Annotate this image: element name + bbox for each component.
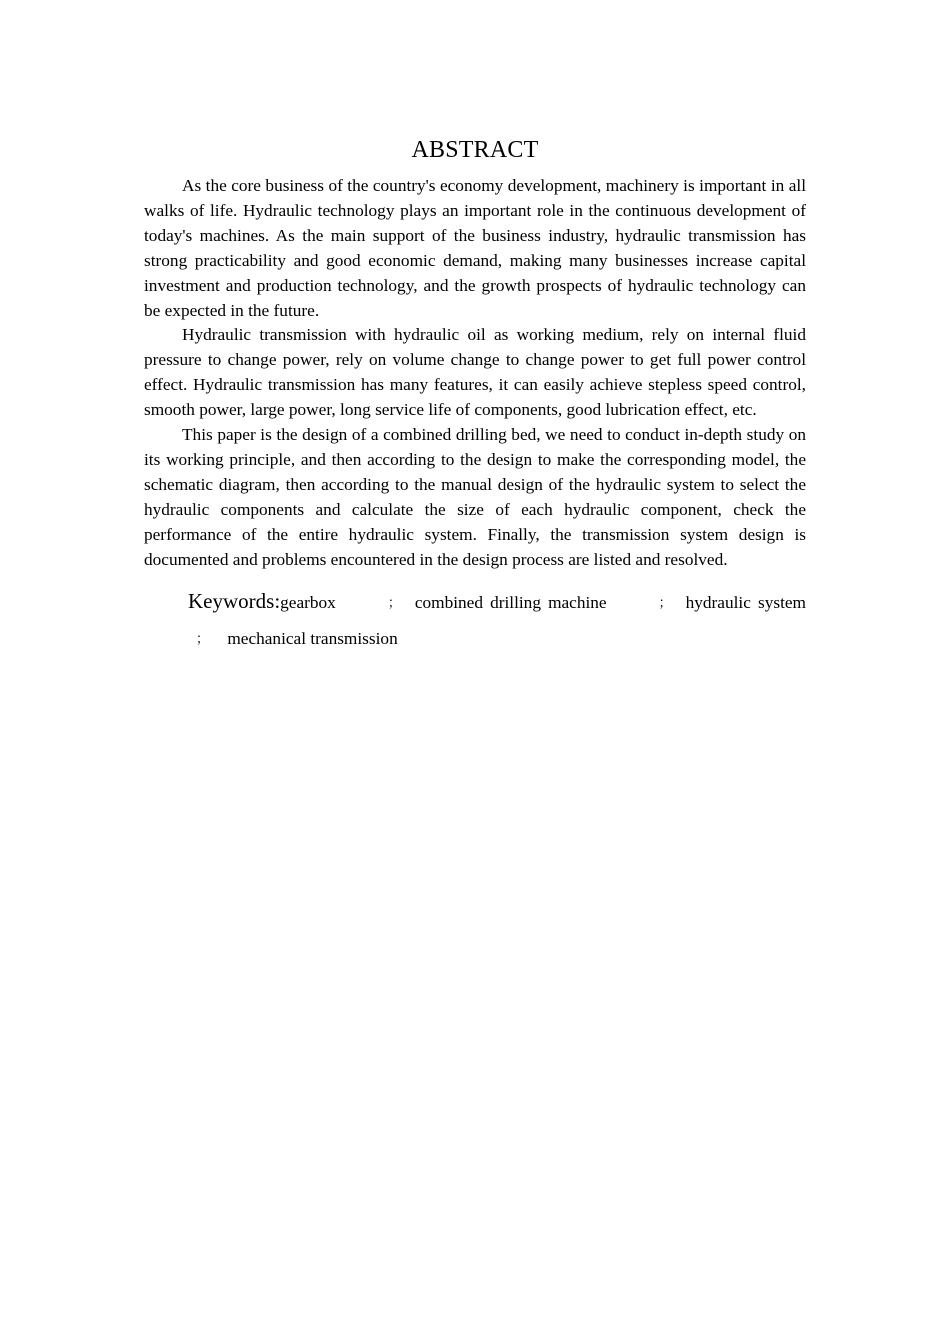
abstract-paragraph-2: Hydraulic transmission with hydraulic oil as working medium, rely on internal fluid pressure to change power, rely on volume change to change power to get full power control effect. Hydraulic transmission has many features, it can easily achieve stepless speed control, smooth power, large power, long service life of components, good lubrication effect, etc.	[144, 325, 806, 420]
abstract-title: ABSTRACT	[411, 137, 539, 163]
abstract-section	[144, 134, 806, 657]
keywords-label: Keywords:	[188, 588, 281, 613]
keyword-separator: ；	[196, 630, 210, 646]
abstract-paragraph-3: This paper is the design of a combined drilling bed, we need to conduct in-depth study on its working principle, and then according to the design to make the corresponding model, the schematic diagram, then according to the manual design of the hydraulic system to select the hydraulic components and calculate the size of each hydraulic component, check the performance of the entire hydraulic system. Finally, the transmission system design is documented and problems encountered in the design process are listed and resolved.	[144, 425, 806, 569]
keyword-item: mechanical transmission	[227, 628, 398, 648]
keyword-separator: ；	[658, 594, 672, 610]
keyword-item: combined drilling machine	[414, 592, 607, 612]
keywords-line	[144, 583, 806, 657]
keyword-item: gearbox	[280, 592, 336, 612]
keyword-separator: ；	[387, 594, 401, 610]
abstract-paragraph-1: As the core business of the country's economy development, machinery is important in all walks of life. Hydraulic technology plays an important role in the continuous development of today's machines. As the main support of the business industry, hydraulic transmission has strong practicability and good economic demand, making many businesses increase capital investment and production technology, and the growth prospects of hydraulic technology can be expected in the future.	[144, 176, 806, 320]
keyword-item: hydraulic system	[685, 592, 806, 612]
